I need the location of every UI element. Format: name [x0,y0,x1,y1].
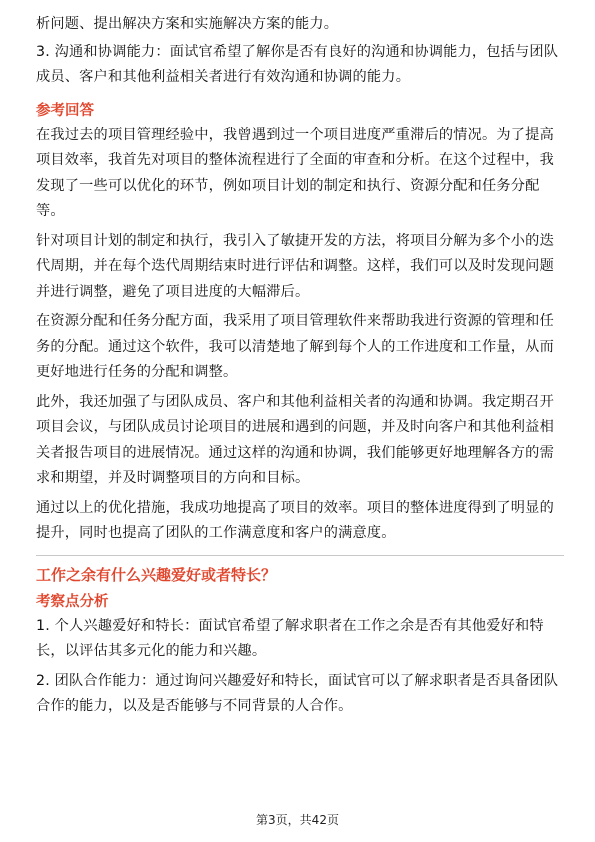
intro-point-3: 3. 沟通和协调能力：面试官希望了解你是否有良好的沟通和协调能力，包括与团队成员、客户和其他利益相关者进行有效沟通和协调的能力。 [36,43,559,85]
answer-paragraph: 针对项目计划的制定和执行，我引入了敏捷开发的方法，将项目分解为多个小的迭代周期，并在每个迭代周期结束时进行评估和调整。这样，我们可以及时发现问题并进行调整，避免了项目进度的大幅滞后。 [36,232,554,300]
answer-paragraph: 此外，我还加强了与团队成员、客户和其他利益相关者的沟通和协调。我定期召开项目会议，与团队成员讨论项目的进展和遇到的问题，并及时向客户和其他利益相关者报告项目的进展情况。通过这样的沟通和协调，我们能够更好地理解各方的需求和期望，并及时调整项目的方向和目标。 [36,393,554,486]
section-divider [36,555,564,556]
intro-continuation-text: 析问题、提出解决方案和实施解决方案的能力。 [36,16,339,32]
analysis-point-1: 1. 个人兴趣爱好和特长：面试官希望了解求职者在工作之余是否有其他爱好和特长，以评估其多元化的能力和兴趣。 [36,617,544,659]
question-title: 工作之余有什么兴趣爱好或者特长？ [36,565,277,584]
answer-paragraph: 在我过去的项目管理经验中，我曾遇到过一个项目进度严重滞后的情况。为了提高项目效率，我首先对项目的整体流程进行了全面的审查和分析。在这个过程中，我发现了一些可以优化的环节，例如项目计划的制定和执行、资源分配和任务分配等。 [36,126,554,219]
analysis-label: 考察点分析 [36,593,109,610]
analysis-point-2: 2. 团队合作能力：通过询问兴趣爱好和特长，面试官可以了解求职者是否具备团队合作的能力，以及是否能够与不同背景的人合作。 [36,672,559,714]
answer-paragraph: 通过以上的优化措施，我成功地提高了项目的效率。项目的整体进度得到了明显的提升，同时也提高了团队的工作满意度和客户的满意度。 [36,499,554,541]
reference-answer-label: 参考回答 [36,102,94,119]
page-content [36,12,564,720]
answer-paragraph: 在资源分配和任务分配方面，我采用了项目管理软件来帮助我进行资源的管理和任务的分配。通过这个软件，我可以清楚地了解到每个人的工作进度和工作量，从而更好地进行任务的分配和调整。 [36,313,554,380]
page-number-footer: 第3页，共42页 [256,813,339,827]
